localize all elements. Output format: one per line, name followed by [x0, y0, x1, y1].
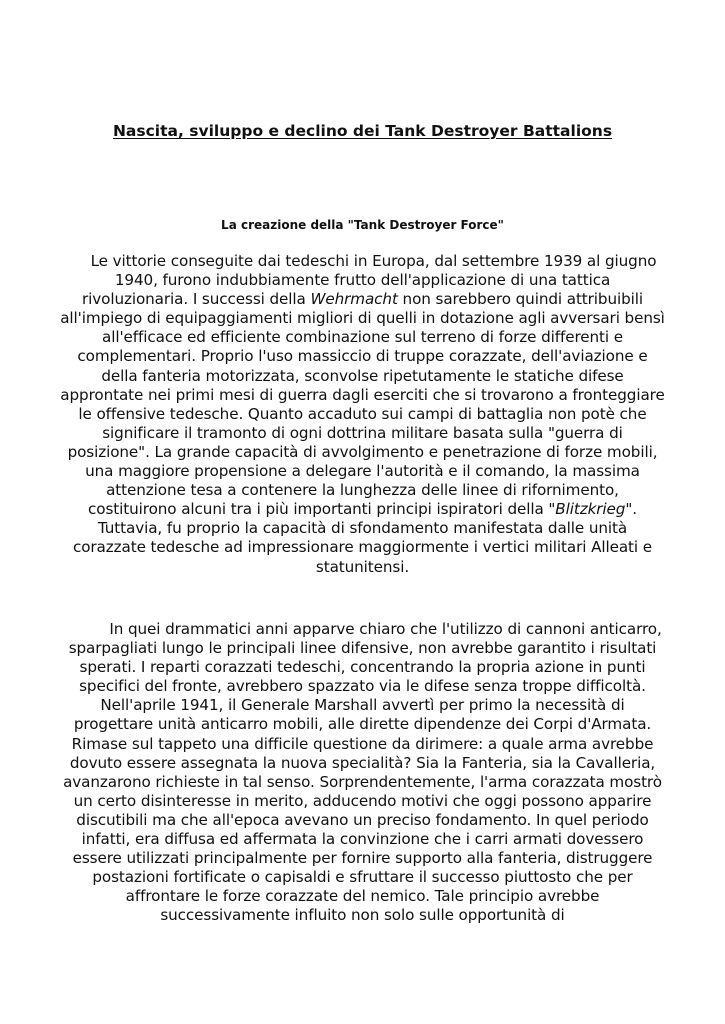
- paragraph-1: [60, 252, 665, 577]
- section-subtitle: La creazione della "Tank Destroyer Force": [221, 218, 504, 232]
- paragraph-1-emphasis-blitzkrieg: Blitzkrieg: [555, 500, 626, 519]
- paragraph-1-text-a: Le vittorie conseguite dai tedeschi in Europa, dal settembre 1939 al giugno 1940, furono indubbiamente frutto dell'applicazione di una tattica rivoluzionaria. I successi della: [81, 252, 657, 309]
- paragraph-1-text-c: ". Tuttavia, fu proprio la capacità di sfondamento manifestata dalle unità corazzate tedesche ad impressionare maggiormente i vertici militari Alleati e statunitensi.: [72, 500, 653, 576]
- paragraph-1-emphasis-wehrmacht: Wehrmacht: [310, 290, 398, 309]
- document-title: Nascita, sviluppo e declino dei Tank Destroyer Battalions: [112, 122, 613, 140]
- paragraph-1-text-b: non sarebbero quindi attribuibili all'impiego di equipaggiamenti migliori di quelli in dotazione agli avversari bensì all'efficace ed efficiente combinazione sul terreno di forze differenti e complementari. Proprio l'uso massiccio di truppe corazzate, dell'aviazione e della fanteria motorizzata, sconvolse ripetutamente le statiche difese approntate nei primi mesi di guerra dagli eserciti che si trovarono a fronteggiare le offensive tedesche. Quanto accaduto sui campi di battaglia non potè che significare il tramonto di ogni dottrina militare basata sulla "guerra di posizione". La grande capacità di avvolgimento e penetrazione di forze mobili, una maggiore propensione a delegare l'autorità e il comando, la massima attenzione tesa a contenere la lunghezza delle linee di rifornimento, costituirono alcuni tra i più importanti principi ispiratori della ": [60, 290, 665, 519]
- paragraph-2: [60, 620, 665, 926]
- paragraph-2-text: In quei drammatici anni apparve chiaro che l'utilizzo di cannoni anticarro, sparpagliati lungo le principali linee difensive, non avrebbe garantito i risultati sperati. I reparti corazzati tedeschi, concentrando la propria azione in punti specifici del fronte, avrebbero spazzato via le difese senza troppe difficoltà. Nell'aprile 1941, il Generale Marshall avvertì per primo la necessità di progettare unità anticarro mobili, alle dirette dipendenze dei Corpi d'Armata. Rimase sul tappeto una difficile questione da dirimere: a quale arma avrebbe dovuto essere assegnata la nuova specialità? Sia la Fanteria, sia la Cavalleria, avanzarono richieste in tal senso. Sorprendentemente, l'arma corazzata mostrò un certo disinteresse in merito, adducendo motivi che oggi possono apparire discutibili ma che all'epoca avevano un preciso fondamento. In quel periodo infatti, era diffusa ed affermata la convinzione che i carri armati dovessero essere utilizzati principalmente per fornire supporto alla fanteria, distruggere postazioni fortificate o capisaldi e sfruttare il successo piuttosto che per affrontare le forze corazzate del nemico. Tale principio avrebbe successivamente influito non solo sulle opportunità di: [63, 620, 662, 925]
